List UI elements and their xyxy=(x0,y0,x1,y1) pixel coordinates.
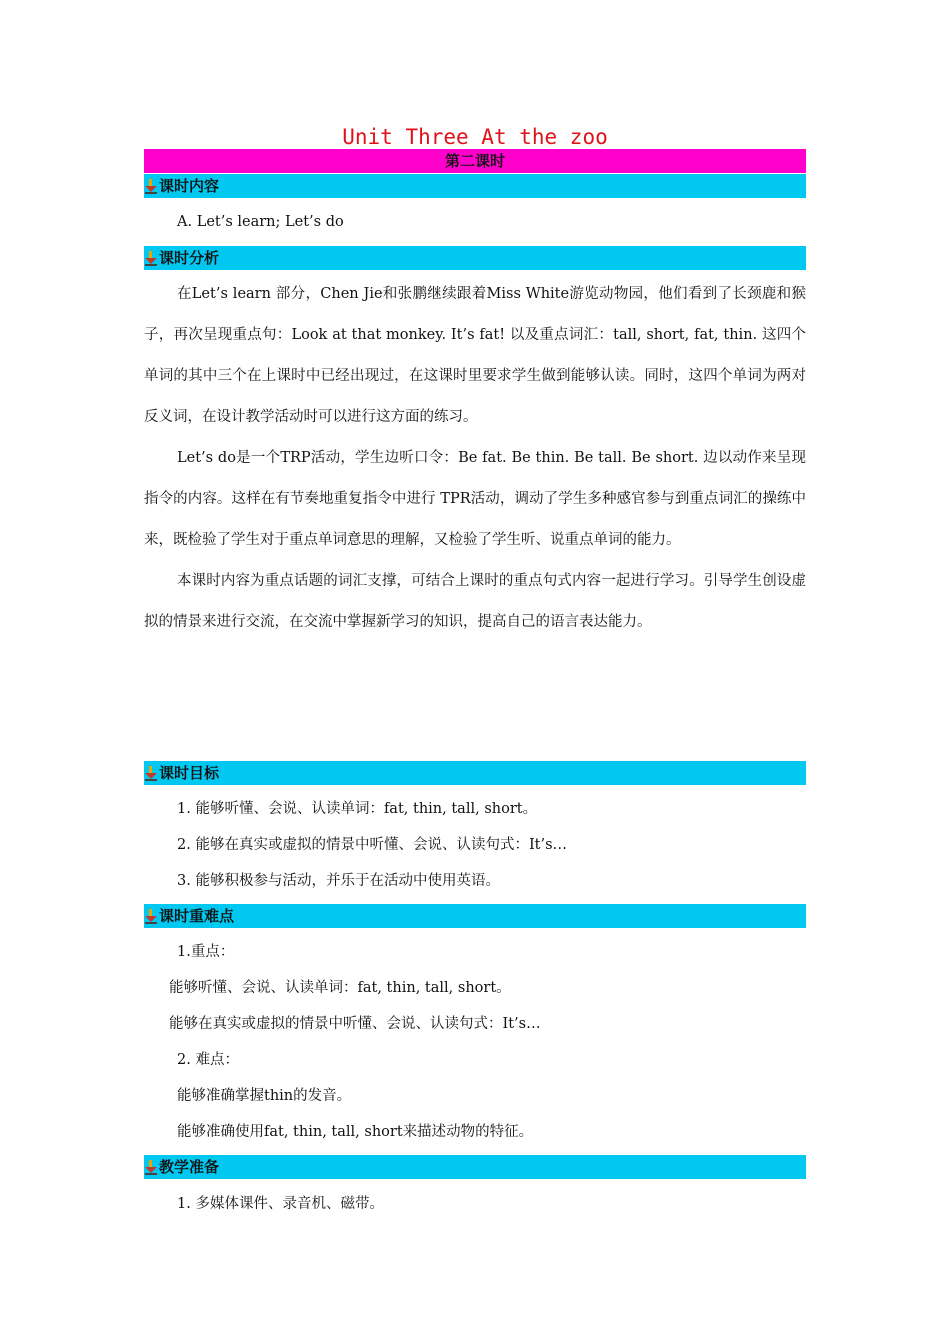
lesson-number-bar: 第二课时 xyxy=(144,149,806,173)
goal-item: 2. 能够在真实或虚拟的情景中听懂、会说、认读句式：It’s… xyxy=(177,837,568,853)
content-line: A. Let’s learn; Let’s do xyxy=(177,214,344,230)
analysis-paragraph: Let’s do是一个TRP活动，学生边听口令：Be fat. Be thin. Be tall. Be short. 边以动作来呈现指令的内容。这样在有节奏地重复指令中进行 TPR活动，调动了学生多种感官参与到重点词汇的操练中来，既检验了学生对于重点单词意思的理解，又检验了学生听、说重点单词的能力。 xyxy=(144,450,806,548)
download-arrow-icon xyxy=(144,908,158,924)
key-point-item: 能够在真实或虚拟的情景中听懂、会说、认读句式：It’s… xyxy=(169,1016,541,1032)
download-arrow-icon xyxy=(144,1159,158,1175)
section-header-prep xyxy=(144,1155,806,1179)
analysis-paragraph: 在Let’s learn 部分，Chen Jie和张鹏继续跟着Miss White游览动物园，他们看到了长颈鹿和猴子，再次呈现重点句：Look at that monkey. It’s fat! 以及重点词汇：tall, short, fat, thin. 这四个单词的其中三个在上课时中已经出现过，在这课时里要求学生做到能够认读。同时，这四个单词为两对反义词，在设计教学活动时可以进行这方面的练习。 xyxy=(144,286,806,425)
difficult-point-item: 能够准确掌握thin的发音。 xyxy=(177,1088,352,1104)
section-heading: 课时目标 xyxy=(159,764,220,782)
section-header-content xyxy=(144,174,806,198)
difficult-point-item: 能够准确使用fat, thin, tall, short来描述动物的特征。 xyxy=(177,1124,534,1140)
section-header-keypoints xyxy=(144,904,806,928)
prep-item: 1. 多媒体课件、录音机、磁带。 xyxy=(177,1196,384,1212)
section-heading: 课时内容 xyxy=(159,177,220,195)
section-header-goals xyxy=(144,761,806,785)
goal-item: 3. 能够积极参与活动，并乐于在活动中使用英语。 xyxy=(177,873,500,889)
difficult-points-label: 2. 难点： xyxy=(177,1052,239,1068)
goal-item: 1. 能够听懂、会说、认读单词：fat, thin, tall, short。 xyxy=(177,801,538,817)
key-point-item: 能够听懂、会说、认读单词：fat, thin, tall, short。 xyxy=(169,980,511,996)
download-arrow-icon xyxy=(144,250,158,266)
key-points-label: 1.重点： xyxy=(177,944,235,960)
section-heading: 课时重难点 xyxy=(159,907,235,925)
section-header-analysis xyxy=(144,246,806,270)
analysis-paragraphs xyxy=(144,274,806,643)
section-heading: 教学准备 xyxy=(159,1158,220,1176)
download-arrow-icon xyxy=(144,178,158,194)
document-title: Unit Three At the zoo xyxy=(342,125,608,149)
section-heading: 课时分析 xyxy=(159,249,220,267)
download-arrow-icon xyxy=(144,765,158,781)
analysis-paragraph: 本课时内容为重点话题的词汇支撑，可结合上课时的重点句式内容一起进行学习。引导学生创设虚拟的情景来进行交流，在交流中掌握新学习的知识，提高自己的语言表达能力。 xyxy=(144,573,806,630)
